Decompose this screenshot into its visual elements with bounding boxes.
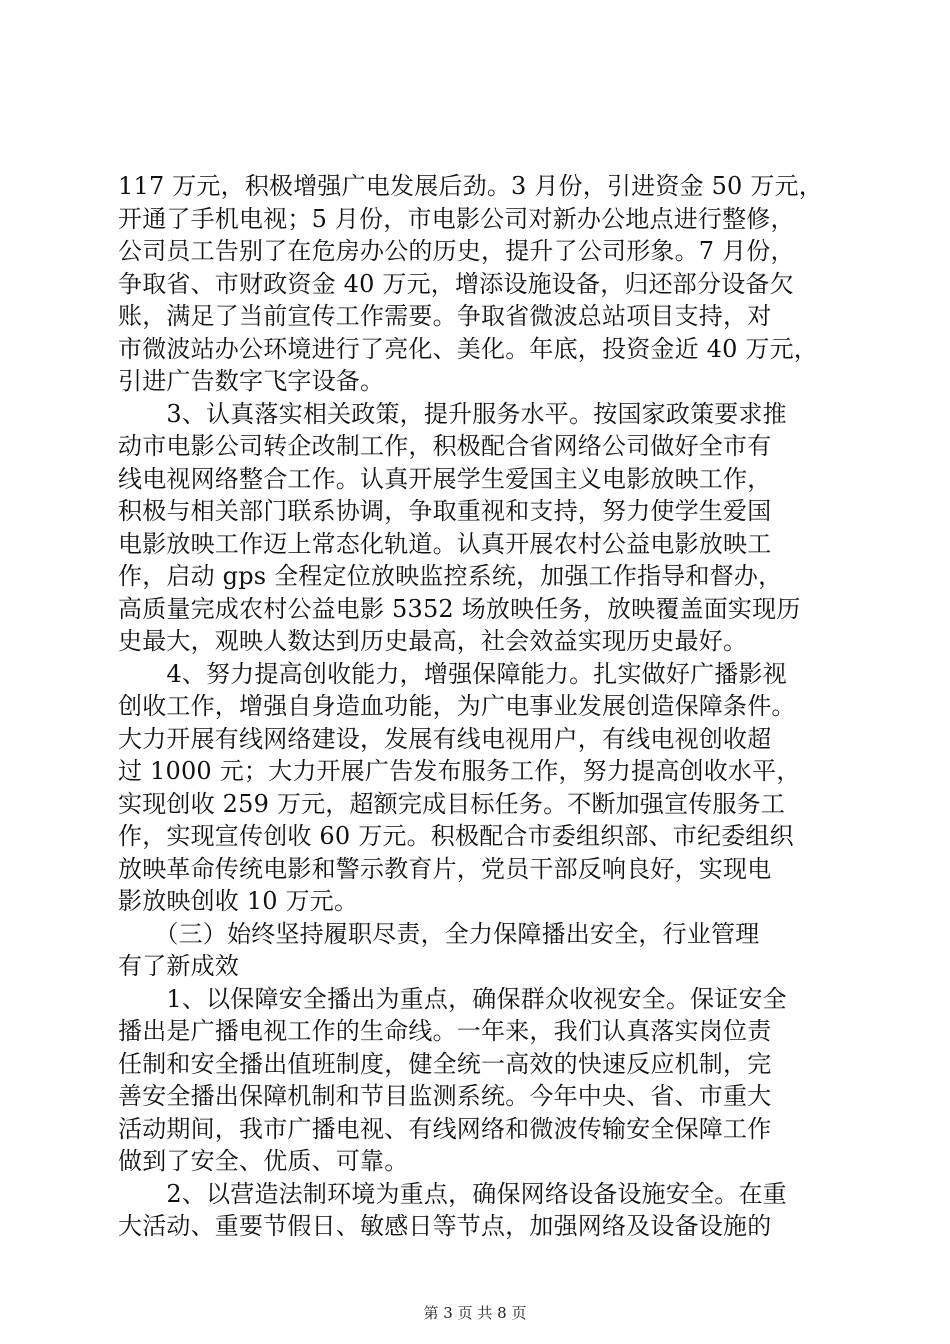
text-line: 做到了安全、优质、可靠。 — [118, 1147, 409, 1175]
text-line: 影放映创收 10 万元。 — [118, 887, 359, 915]
text-line: 引进广告数字飞字设备。 — [118, 367, 385, 395]
text-line: 市微波站办公环境进行了亮化、美化。年底，投资金近 40 万元， — [118, 334, 818, 363]
text-line: 积极与相关部门联系协调，争取重视和支持，努力使学生爱国 — [118, 497, 772, 525]
text-line: 活动期间，我市广播电视、有线网络和微波传输安全保障工作 — [118, 1114, 772, 1143]
text-line: 任制和安全播出值班制度，健全统一高效的快速反应机制，完 — [118, 1049, 772, 1078]
text-line: 1、以保障安全播出为重点，确保群众收视安全。保证安全 — [118, 984, 787, 1013]
text-line: 2、以营造法制环境为重点，确保网络设备设施安全。在重 — [118, 1179, 787, 1208]
text-line: 善安全播出保障机制和节目监测系统。今年中央、省、市重大 — [118, 1082, 772, 1110]
text-line: 过 1000 元；大力开展广告发布服务工作，努力提高创收水平， — [118, 757, 801, 785]
text-line: 放映革命传统电影和警示教育片，党员干部反响良好，实现电 — [118, 854, 772, 883]
text-line: 史最大，观映人数达到历史最高，社会效益实现历史最好。 — [118, 627, 748, 655]
section-heading: （三）始终坚持履职尽责，全力保障播出安全，行业管理 — [118, 919, 760, 948]
text-line: 大力开展有线网络建设，发展有线电视用户，有线电视创收超 — [118, 724, 772, 753]
text-line: 大活动、重要节假日、敏感日等节点，加强网络及设备设施的 — [118, 1212, 772, 1240]
text-line: 创收工作，增强自身造血功能，为广电事业发展创造保障条件。 — [118, 692, 796, 720]
text-line: 播出是广播电视工作的生命线。一年来，我们认真落实岗位责 — [118, 1017, 772, 1045]
document-body — [118, 170, 840, 1243]
text-line: 117 万元，积极增强广电发展后劲。3 月份，引进资金 50 万元， — [118, 172, 823, 200]
text-line: 3、认真落实相关政策，提升服务水平。按国家政策要求推 — [118, 399, 787, 428]
page-number-footer: 第 3 页 共 8 页 — [423, 1304, 527, 1322]
text-line: 账，满足了当前宣传工作需要。争取省微波总站项目支持，对 — [118, 302, 772, 330]
text-line: 开通了手机电视；5 月份，市电影公司对新办公地点进行整修， — [118, 204, 795, 233]
section-heading: 有了新成效 — [118, 952, 239, 980]
text-line: 4、努力提高创收能力，增强保障能力。扎实做好广播影视 — [118, 659, 787, 688]
text-line: 作，启动 gps 全程定位放映监控系统，加强工作指导和督办， — [118, 562, 783, 590]
text-line: 线电视网络整合工作。认真开展学生爱国主义电影放映工作， — [118, 464, 772, 493]
text-line: 电影放映工作迈上常态化轨道。认真开展农村公益电影放映工 — [118, 529, 772, 558]
text-line: 争取省、市财政资金 40 万元，增添设施设备，归还部分设备欠 — [118, 269, 794, 298]
text-line: 公司员工告别了在危房办公的历史，提升了公司形象。7 月份， — [118, 237, 795, 265]
text-line: 实现创收 259 万元，超额完成目标任务。不断加强宣传服务工 — [118, 789, 786, 818]
text-line: 高质量完成农村公益电影 5352 场放映任务，放映覆盖面实现历 — [118, 594, 801, 623]
text-line: 动市电影公司转企改制工作，积极配合省网络公司做好全市有 — [118, 432, 772, 460]
text-line: 作，实现宣传创收 60 万元。积极配合市委组织部、市纪委组织 — [118, 822, 794, 850]
